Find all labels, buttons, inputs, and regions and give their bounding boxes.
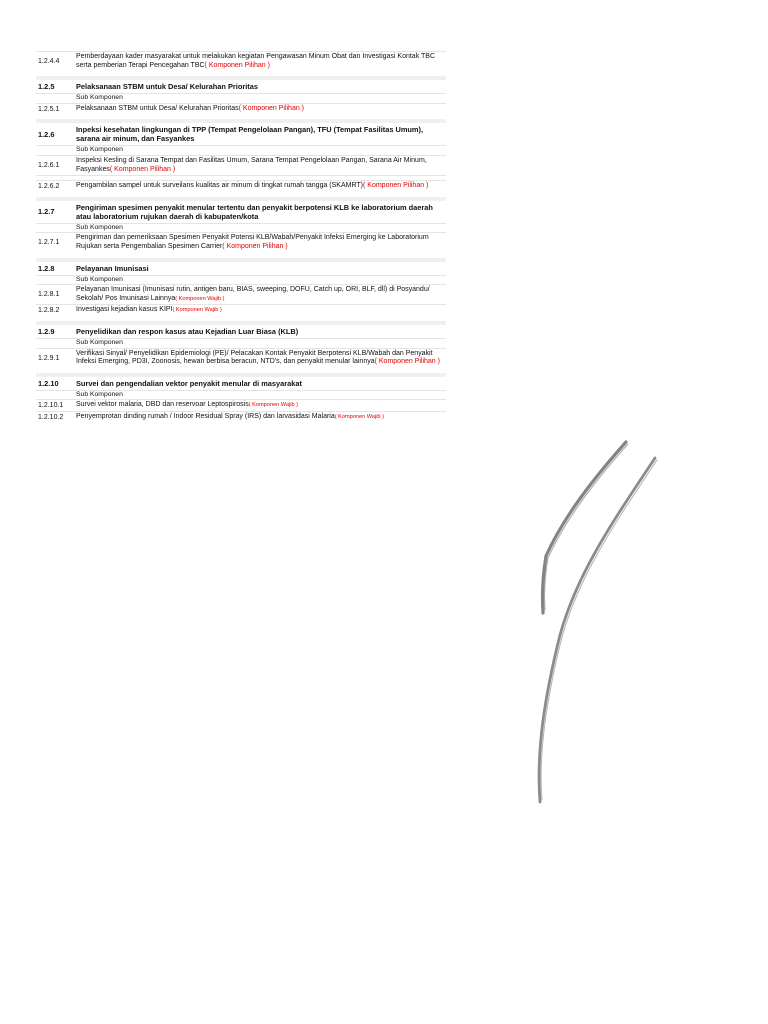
row-code: 1.2.9.1 <box>38 354 60 362</box>
row-code: 1.2.8.2 <box>38 307 60 315</box>
row-text <box>76 377 446 390</box>
row-description: Survei dan pengendalian vektor penyakit menular di masyarakat <box>76 378 302 388</box>
row-code: 1.2.10.1 <box>38 402 64 410</box>
row-description: Inspeksi Kesling di Sarana Tempat dan Fasilitas Umum, Sarana Tempat Pengelolaan Pangan, Sarana Air Minum, Fasyankes <box>76 156 427 173</box>
document-table <box>36 51 446 422</box>
row-text <box>76 262 446 275</box>
row-text <box>76 156 446 175</box>
pencil-stroke-1-shadow <box>544 444 628 610</box>
component-tag: ( Komponen Pilihan ) <box>204 61 270 69</box>
sub-komponen-row <box>36 275 446 285</box>
component-tag: ( Komponen Wajib ) <box>334 413 384 420</box>
row-code: 1.2.10.2 <box>38 413 64 421</box>
row-text <box>76 201 446 223</box>
table-row <box>36 411 446 423</box>
row-text <box>76 181 446 192</box>
row-text <box>76 349 446 368</box>
table-row <box>36 232 446 252</box>
row-code: 1.2.6.1 <box>38 162 60 170</box>
row-text <box>76 224 446 233</box>
component-tag: ( Komponen Pilihan ) <box>109 165 176 173</box>
section-heading-row <box>36 373 446 390</box>
table-row <box>36 348 446 368</box>
row-text <box>76 123 446 145</box>
component-tag: ( Komponen Wajib ) <box>175 295 225 302</box>
row-description: Penyelidikan dan respon kasus atau Kejadian Luar Biasa (KLB) <box>76 326 299 336</box>
row-text <box>76 146 446 155</box>
pencil-stroke-2 <box>539 458 655 802</box>
row-text <box>76 285 446 304</box>
row-code: 1.2.10 <box>38 378 59 388</box>
row-code: 1.2.5.1 <box>38 105 60 113</box>
row-code: 1.2.7.1 <box>38 239 60 247</box>
row-text <box>76 233 446 252</box>
table-row <box>36 155 446 175</box>
table-row <box>36 51 446 71</box>
row-description: Pemberdayaan kader masyarakat untuk melakukan kegiatan Pengawasan Minum Obat dan Investigasi Kontak TBC serta pemberian Terapi Pencegahan TBC <box>76 53 436 69</box>
row-text <box>76 94 446 103</box>
row-description: Sub Komponen <box>76 390 123 398</box>
component-tag: ( Komponen Pilihan ) <box>374 358 440 366</box>
row-description: Sub Komponen <box>76 223 123 231</box>
row-text <box>76 104 446 115</box>
row-text <box>76 305 446 316</box>
sub-komponen-row <box>36 223 446 233</box>
sub-komponen-row <box>36 390 446 400</box>
section-heading-row <box>36 258 446 275</box>
section-heading-row <box>36 76 446 93</box>
component-tag: ( Komponen Wajib ) <box>248 402 298 409</box>
row-text <box>76 325 446 338</box>
table-row <box>36 284 446 304</box>
row-text <box>76 52 446 71</box>
row-description: Sub Komponen <box>76 275 123 283</box>
row-text <box>76 339 446 348</box>
row-description: Verifikasi Sinyal/ Penyelidikan Epidemiologi (PE)/ Pelacakan Kontak Penyakit Berpotensi KLB/Wabah dan Penyakit Infeksi Emerging, PD3I, Zoonosis, hewan berbisa beracun, NTD's, dan penyakit menular lainnya <box>76 349 433 366</box>
row-description: Pelaksanaan STBM untuk Desa/ Kelurahan Prioritas <box>76 82 258 92</box>
section-heading-row <box>36 197 446 223</box>
section-heading-row <box>36 119 446 145</box>
row-code: 1.2.9 <box>38 326 55 336</box>
component-tag: ( Komponen Pilihan ) <box>363 182 429 190</box>
row-description: Pelaksanaan STBM untuk Desa/ Kelurahan Prioritas <box>76 104 239 112</box>
row-description: Investigasi kejadian kasus KIPI <box>76 306 173 314</box>
sub-komponen-row <box>36 93 446 103</box>
row-description: Penyemprotan dinding rumah / Indoor Residual Spray (IRS) dan larvasidasi Malaria <box>76 412 335 420</box>
row-text <box>76 276 446 285</box>
table-row <box>36 304 446 316</box>
section-heading-row <box>36 321 446 338</box>
table-row <box>36 180 446 192</box>
row-description: Pengiriman spesimen penyakit menular tertentu dan penyakit berpotensi KLB ke laboratorium daerah atau laboratorium rujukan daerah di kabupaten/kota <box>76 202 433 221</box>
table-row <box>36 103 446 115</box>
row-code: 1.2.8 <box>38 263 55 273</box>
row-text <box>76 400 446 411</box>
row-description: Sub Komponen <box>76 94 123 102</box>
row-code: 1.2.6.2 <box>38 182 60 190</box>
row-description: Inpeksi kesehatan lingkungan di TPP (Tempat Pengelolaan Pangan), TFU (Tempat Fasilitas Umum), sarana air minum, dan Fasyankes <box>76 125 424 144</box>
sub-komponen-row <box>36 145 446 155</box>
row-description: Sub Komponen <box>76 146 123 154</box>
sub-komponen-row <box>36 338 446 348</box>
signature-pencil-strokes <box>520 430 680 820</box>
row-code: 1.2.6 <box>38 129 55 139</box>
row-text <box>76 391 446 400</box>
row-description: Survei vektor malaria, DBD dan reservoar Leptospirosis <box>76 401 249 409</box>
row-code: 1.2.5 <box>38 82 55 92</box>
table-row <box>36 399 446 411</box>
row-code: 1.2.4.4 <box>38 58 60 66</box>
row-description: Sub Komponen <box>76 338 123 346</box>
row-description: Pengiriman dan pemeriksaan Spesimen Penyakit Potensi KLB/Wabah/Penyakit Infeksi Emerging ke Laboratorium Rujukan serta Pengembalian Spesimen Carrier <box>76 234 429 250</box>
row-description: Pelayanan Imunisasi <box>76 263 149 273</box>
row-description: Pengambilan sampel untuk surveilans kualitas air minum di tingkat rumah tangga (SKAMRT) <box>76 182 364 190</box>
row-code: 1.2.8.1 <box>38 291 60 299</box>
row-text <box>76 80 446 93</box>
component-tag: ( Komponen Wajib ) <box>172 307 222 314</box>
pencil-stroke-2-shadow <box>541 460 657 800</box>
row-text <box>76 412 446 423</box>
component-tag: ( Komponen Pilihan ) <box>222 242 288 250</box>
component-tag: ( Komponen Pilihan ) <box>238 104 305 112</box>
row-description: Pelayanan Imunisasi (Imunisasi rutin, antigen baru, BIAS, sweeping, DOFU, Catch up, ORI, BLF, dll) di Posyandu/ Sekolah/ Pos Imunisasi Lainnya <box>76 286 430 302</box>
row-code: 1.2.7 <box>38 207 55 217</box>
